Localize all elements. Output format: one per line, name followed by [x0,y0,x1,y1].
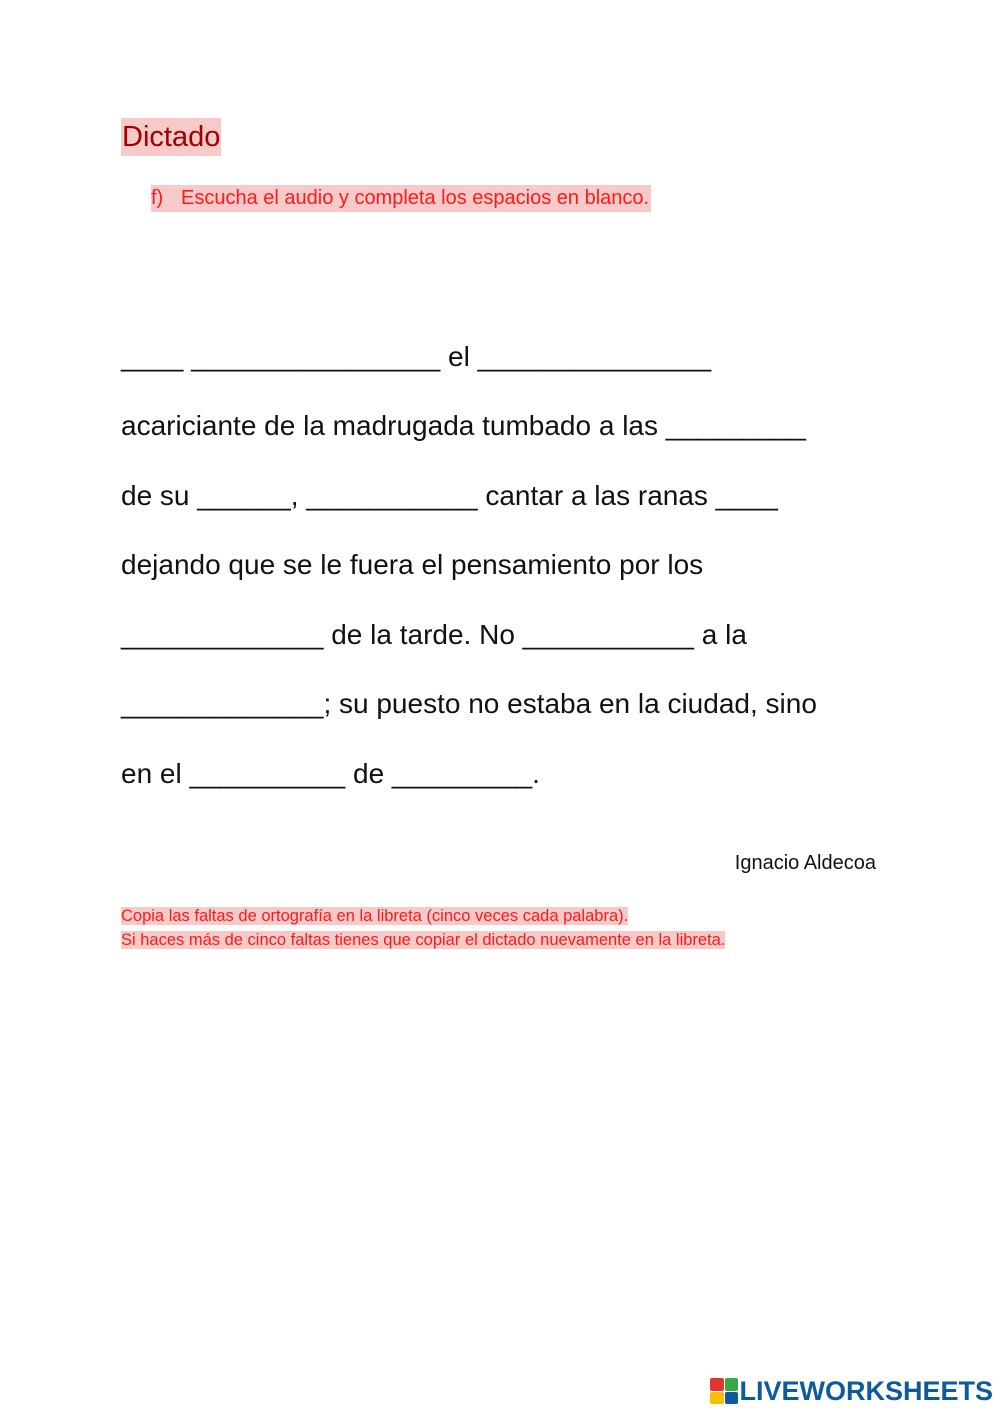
notes [121,904,725,952]
note-1-text: Copia las faltas de ortografía en la libreta (cinco veces cada palabra). [121,907,629,925]
dictation-line-1: ____ ________________ el _______________ [121,341,712,372]
logo-mark-icon [710,1378,738,1404]
dictation-line-6: _____________; su puesto no estaba en la ciudad, sino [121,688,817,719]
dictation-line-7: en el __________ de _________. [121,758,540,789]
dictation-line-2: acariciante de la madrugada tumbado a las _________ [121,410,806,441]
instruction-text: Escucha el audio y completa los espacios en blanco. [181,187,650,209]
author-name: Ignacio Aldecoa [734,852,876,874]
page-title: Dictado [121,118,221,156]
dictation-line-3: de su ______, ___________ cantar a las ranas ____ [121,480,778,511]
logo-square-blue [725,1392,739,1405]
logo-square-green [725,1378,739,1391]
logo-square-red [710,1378,724,1391]
note-2-text: Si haces más de cinco faltas tienes que copiar el dictado nuevamente en la libreta. [121,931,726,949]
note-2 [121,928,725,952]
liveworksheets-logo [710,1376,993,1406]
instruction-marker: f) [151,187,164,209]
note-1 [121,904,725,928]
instruction [151,185,651,212]
logo-text: LIVEWORKSHEETS [739,1376,993,1406]
dictation-line-5: _____________ de la tarde. No ___________ a la [121,619,747,650]
logo-square-yellow [710,1392,724,1405]
dictation-line-4: dejando que se le fuera el pensamiento por los [121,549,704,580]
